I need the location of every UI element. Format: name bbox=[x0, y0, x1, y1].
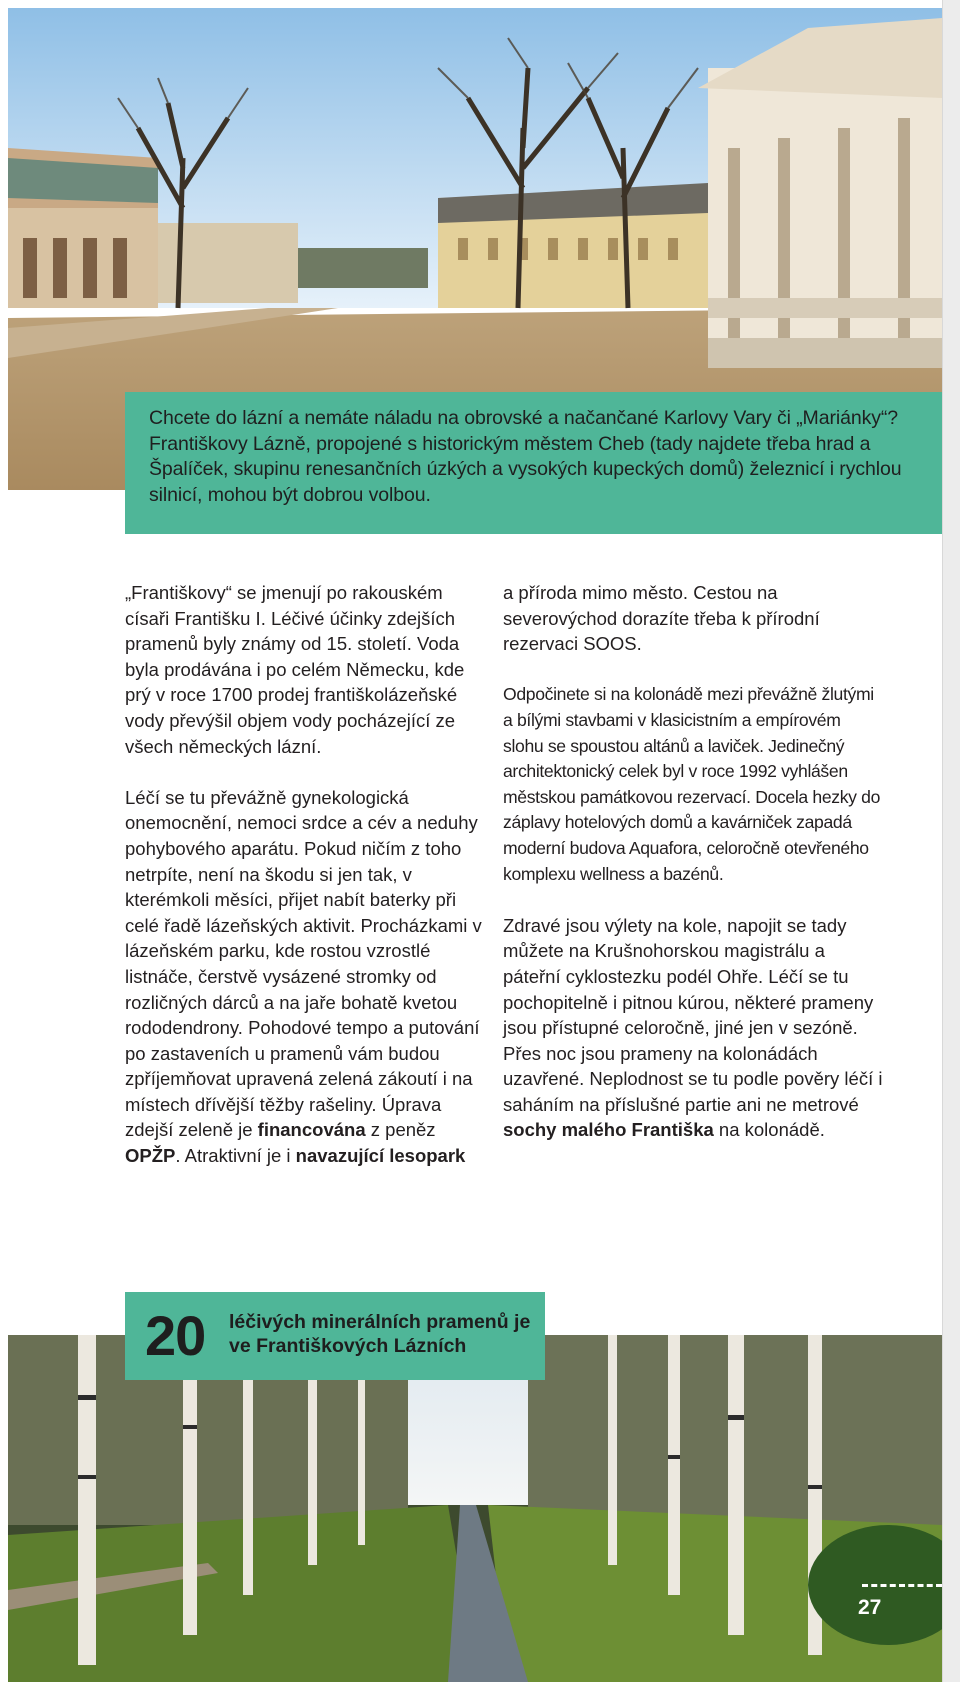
bold-text: financována bbox=[257, 1119, 366, 1141]
page-edge bbox=[942, 0, 960, 1682]
paragraph: Odpočinete si na kolonádě mezi převážně žlutými a bílými stavbami v klasicistním a empírovém slohu se spoustou altánů a laviček. Jedinečný architektonický celek byl v roce 1992 vyhlášen městskou památkovou rezervací. Docela hezky do záplavy hotelových domů a kavárniček zapadá moderní budova Aquafora, celoročně otevřeného komplexu wellness a bazénů. bbox=[503, 684, 881, 884]
text-run: . Atraktivní je i bbox=[175, 1145, 296, 1167]
text-run: Léčí se tu převážně gynekologická onemocnění, nemoci srdce a cév a neduhy pohybového aparátu. Pokud ničím z toho netrpíte, není na škodu si jen tak, v kterémkoli měsíci, přijet nabít baterky při celé řadě lázeňských aktivit. Procházkami v lázeňském parku, kde rostou vzrostlé listnáče, čerstvě vysázené stromky od rozličných dárců a na jaře bohatě kvetou rododendrony. Pohodové tempo a putování po zastaveních u pramenů vám budou zpříjemňovat upravená zelená zákoutí i na místech dřívější těžby rašeliny. Úprava zdejší zeleně je bbox=[125, 786, 482, 1141]
birch-forest-photo bbox=[8, 1335, 942, 1682]
article-right-column bbox=[503, 580, 883, 1169]
decorative-dashed-line bbox=[862, 1584, 942, 1587]
text-run: na kolonádě. bbox=[713, 1119, 825, 1141]
paragraph bbox=[503, 913, 883, 1143]
text-run: z peněz bbox=[365, 1119, 436, 1141]
bold-text: OPŽP bbox=[125, 1145, 176, 1167]
page-number: 27 bbox=[858, 1596, 882, 1619]
intro-text: Chcete do lázní a nemáte náladu na obrovské a načančané Karlovy Vary či „Mariánky“? Františkovy Lázně, propojené s historickým městem Cheb (tady najdete třeba hrad a Špalíček, skupinu renesančních úzkých a vysokých kupeckých domů) železnicí i rychlou silnicí, mohou být dobrou volbou. bbox=[149, 407, 902, 506]
fact-number: 20 bbox=[145, 1304, 206, 1367]
bold-text: navazující lesopark bbox=[295, 1145, 466, 1167]
fact-box bbox=[125, 1292, 545, 1380]
fact-text: léčivých minerálních pramenů je ve Františkových Lázních bbox=[229, 1311, 531, 1357]
paragraph bbox=[125, 785, 485, 1169]
paragraph: „Františkovy“ se jmenují po rakouském císaři Františku I. Léčivé účinky zdejších pramenů byly známy od 15. století. Voda byla prodávána i po celém Německu, kde prý v roce 1700 prodej františkolázeňské vody převýšil objem vody pocházející ze všech německých lázní. bbox=[125, 582, 465, 757]
bold-text: sochy malého Františka bbox=[503, 1119, 714, 1141]
intro-box bbox=[125, 392, 942, 534]
paragraph: a příroda mimo město. Cestou na severovýchod dorazíte třeba k přírodní rezervaci SOOS. bbox=[503, 582, 820, 655]
text-run: Zdravé jsou výlety na kole, napojit se tady můžete na Krušnohorskou magistrálu a páteřní cyklostezku podél Ohře. Léčí se tu pochopitelně i pitnou kúrou, některé prameny jsou přístupné celoročně, jiné jen v sezóně. Přes noc jsou prameny na kolonádách uzavřené. Neplodnost se tu podle pověry léčí i saháním na příslušné partie ani ne metrové bbox=[503, 914, 883, 1115]
article-left-column bbox=[125, 580, 485, 1194]
